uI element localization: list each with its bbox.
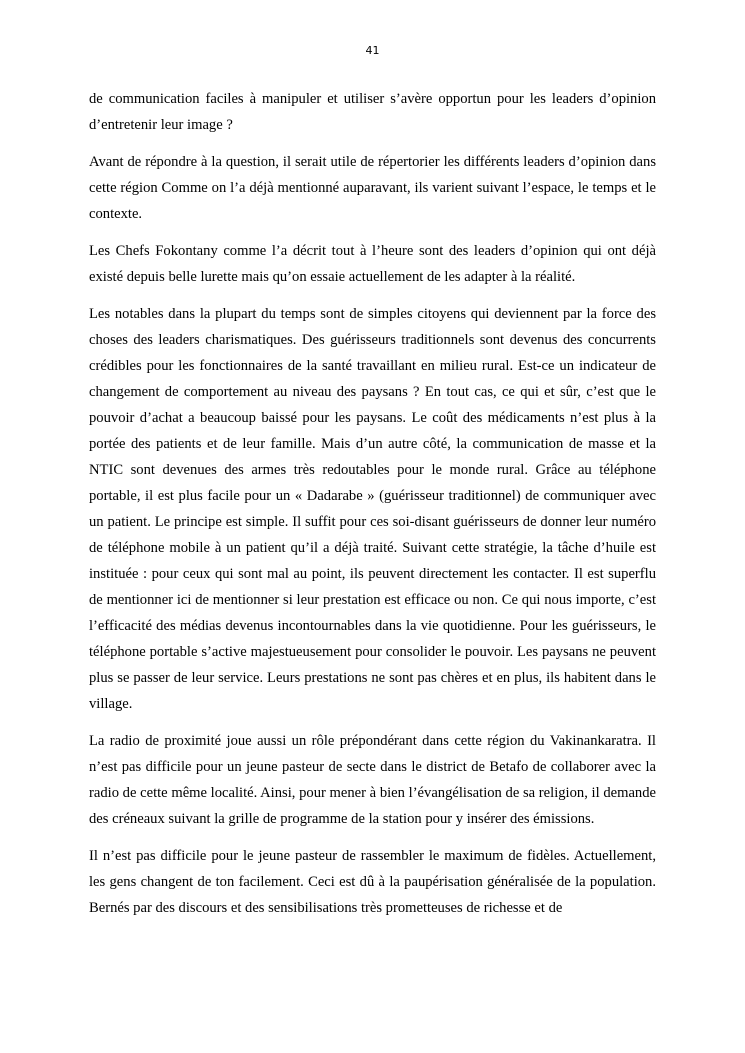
paragraph: Les Chefs Fokontany comme l’a décrit tout à l’heure sont des leaders d’opinion qui ont déjà existé depuis belle lurette mais qu’on essaie actuellement de les adapter à la réalité.	[89, 243, 656, 285]
paragraph: La radio de proximité joue aussi un rôle prépondérant dans cette région du Vakinankaratra. Il n’est pas difficile pour un jeune pasteur de secte dans le district de Betafo de collaborer avec la radio de cette même localité. Ainsi, pour mener à bien l’évangélisation de sa religion, il demande des créneaux suivant la grille de programme de la station pour y insérer des émissions.	[89, 733, 656, 827]
paragraph: Avant de répondre à la question, il serait utile de répertorier les différents leaders d’opinion dans cette région Comme on l’a déjà mentionné auparavant, ils varient suivant l’espace, le temps et le contexte.	[89, 154, 656, 222]
paragraph: de communication faciles à manipuler et utiliser s’avère opportun pour les leaders d’opinion d’entretenir leur image ?	[89, 91, 656, 133]
page-number: 41	[365, 44, 380, 57]
paragraph: Il n’est pas difficile pour le jeune pasteur de rassembler le maximum de fidèles. Actuellement, les gens changent de ton facilement. Ceci est dû à la paupérisation généralisée de la population. Bernés par des discours et des sensibilisations très prometteuses de richesse et de	[89, 848, 656, 916]
body-text	[89, 86, 656, 932]
paragraph: Les notables dans la plupart du temps sont de simples citoyens qui deviennent par la force des choses des leaders charismatiques. Des guérisseurs traditionnels sont devenus des concurrents crédibles pour les fonctionnaires de la santé travaillant en milieu rural. Est-ce un indicateur de changement de comportement au niveau des paysans ? En tout cas, ce qui et sûr, c’est que le pouvoir d’achat a beaucoup baissé pour les paysans. Le coût des médicaments n’est plus à la portée des patients et de leur famille. Mais d’un autre côté, la communication de masse et la NTIC sont devenues des armes très redoutables pour le monde rural. Grâce au téléphone portable, il est plus facile pour un « Dadarabe » (guérisseur traditionnel) de communiquer avec un patient. Le principe est simple. Il suffit pour ces soi-disant guérisseurs de donner leur numéro de téléphone mobile à un patient qu’il a déjà traité. Suivant cette stratégie, la tâche d’huile est instituée : pour ceux qui sont mal au point, ils peuvent directement les contacter. Il est superflu de mentionner ici de mentionner si leur prestation est efficace ou non. Ce qui nous importe, c’est l’efficacité des médias devenus incontournables dans la vie quotidienne. Pour les guérisseurs, le téléphone portable s’active majestueusement pour consolider le pouvoir. Les paysans ne peuvent plus se passer de leur service. Leurs prestations ne sont pas chères et en plus, ils habitent dans le village.	[89, 306, 656, 712]
